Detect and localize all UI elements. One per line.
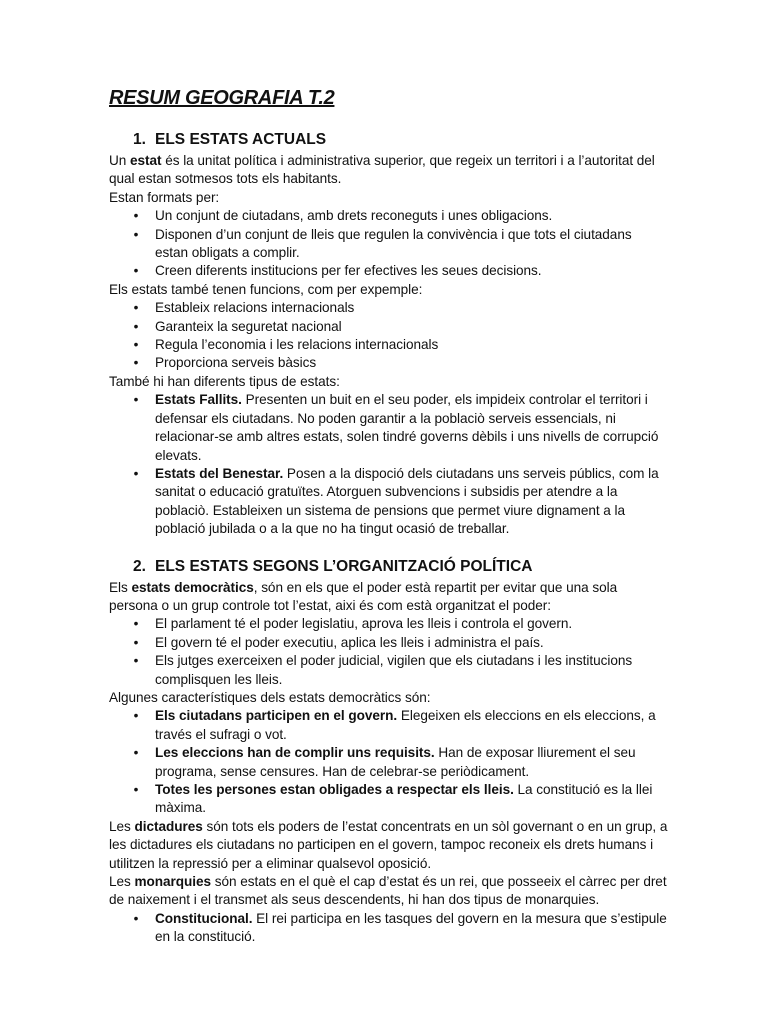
term-dictadures: dictadures <box>134 818 203 834</box>
list-item: • Garanteix la seguretat nacional <box>133 318 342 334</box>
features-list <box>109 707 668 817</box>
functions-label: Els estats també tenen funcions, com per expemple: <box>109 281 423 297</box>
list-item: • Estats Fallits. Presenten un buit en el seu poder, els impideix controlar el territori i defensar els ciutadans. No poden garantir a la poblaciò serveis essencials, ni relacionar-se amb altres estats, solen tindré governs dèbils i uns nivells de corrupció elevats. <box>133 392 659 463</box>
section-gap <box>109 539 668 557</box>
formed-list <box>109 207 668 281</box>
section-title: ELS ESTATS ACTUALS <box>155 131 327 148</box>
list-item: • Proporciona serveis bàsics <box>133 355 317 371</box>
term-estat: estat <box>130 153 162 168</box>
list-item: • Totes les persones estan obligades a respectar els lleis. La constitució es la llei màxima. <box>133 782 653 816</box>
list-item: • Regula l’economia i les relacions internacionals <box>133 337 439 353</box>
list-item: • Un conjunt de ciutadans, amb drets reconeguts i unes obligacions. <box>133 208 553 224</box>
types-list <box>109 391 668 538</box>
section-heading-1 <box>109 130 668 150</box>
list-item: • Estats del Benestar. Posen a la dispoció dels ciutadans uns serveis públics, com la sanitat o educació gratuïtes. Atorguen subvencions i subsidis per atendre a la poblaciò. Estableixen un sistema de pensions que permet viure dignament a la població jubilada o a la que no ha tingut ocasió de treballar. <box>133 465 659 537</box>
estat-definition: Un estat és la unitat política i administrativa superior, que regeix un territori i a l’autoritat del qual estan sotmesos tots els habitants. <box>109 153 655 187</box>
section-number: 1. <box>133 131 146 148</box>
monarchy-list <box>109 910 668 947</box>
list-item: • El parlament té el poder legislatiu, aprova les lleis i controla el govern. <box>133 616 573 632</box>
section-heading-2 <box>109 557 668 577</box>
list-item: • El govern té el poder executiu, aplica les lleis i administra el país. <box>133 634 544 650</box>
list-item: • Els jutges exerceixen el poder judicial, vigilen que els ciutadans i les institucions complisquen les lleis. <box>133 653 633 687</box>
list-item: • Disponen d’un conjunt de lleis que regulen la convivència i que tots el ciutadans estan obligats a complir. <box>133 226 632 261</box>
functions-list <box>109 299 668 373</box>
list-item: • Creen diferents institucions per fer efectives les seues decisions. <box>133 263 542 279</box>
document-title: RESUM GEOGRAFIA T.2 <box>109 87 335 109</box>
democratic-definition: Els estats democràtics, són en els que el poder està repartit per evitar que una sola persona o un grup controle tot l’estat, aixi és com està organitzat el poder: <box>109 579 618 613</box>
features-label: Algunes característiques dels estats democràtics són: <box>109 689 431 705</box>
term-monarquies: monarquies <box>134 874 212 890</box>
dictatorship-definition: Les dictadures són tots els poders de l’estat concentrats en un sòl governant o en un grup, a les dictadures els ciutadans no participen en el govern, tampoc reconeix els drets humans i utilitzen la repressió per a eliminar qualsevol oposició. <box>109 818 668 871</box>
monarchy-definition: Les monarquies són estats en el què el cap d’estat és un rei, que posseeix el càrrec per dret de naixement i el transmet als seus descendents, hi han dos tipus de monarquies. <box>109 874 667 908</box>
list-item: • Les eleccions han de complir uns requisits. Han de exposar lliurement el seu programa, sense censures. Han de celebrar-se periòdicament. <box>133 745 636 779</box>
list-item: • Els ciutadans participen en el govern. Elegeixen els eleccions en els eleccions, a través el sufragi o vot. <box>133 708 656 742</box>
powers-list <box>109 615 668 689</box>
section-number: 2. <box>133 557 146 575</box>
term-estats-democratics: estats democràtics <box>131 579 254 595</box>
types-label: També hi han diferents tipus de estats: <box>109 373 340 389</box>
list-item: • Estableix relacions internacionals <box>133 300 355 316</box>
formed-label: Estan formats per: <box>109 189 220 205</box>
section-title: ELS ESTATS SEGONS L’ORGANITZACIÓ POLÍTICA <box>155 557 533 575</box>
list-item: • Constitucional. El rei participa en les tasques del govern en la mesura que s’estipule en la constitució. <box>133 910 667 945</box>
